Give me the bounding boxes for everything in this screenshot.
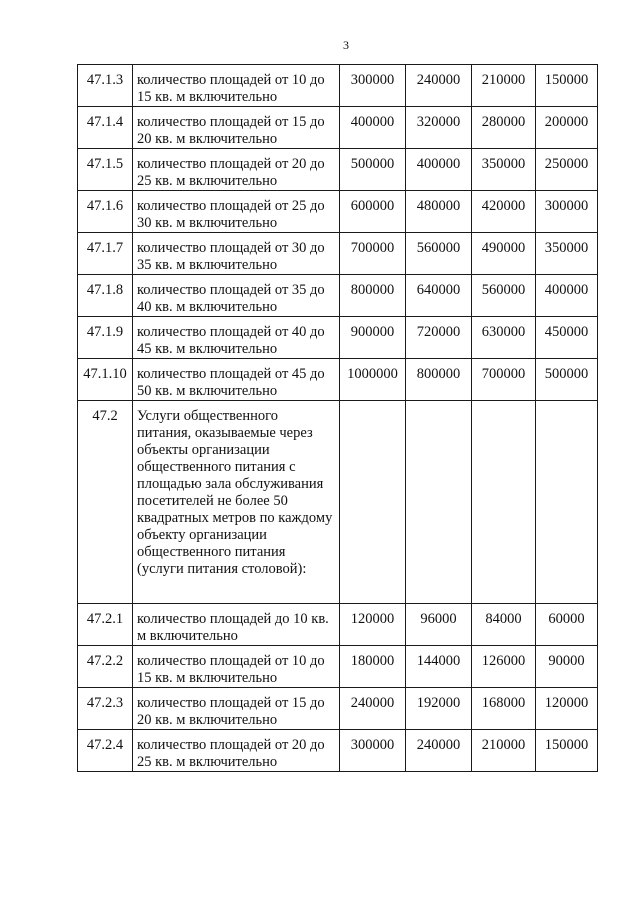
value-cell: 180000 (340, 646, 406, 688)
table-row (78, 149, 598, 191)
value-cell: 150000 (536, 730, 598, 772)
row-code: 47.2.4 (78, 730, 133, 772)
value-cell: 560000 (472, 275, 536, 317)
row-description: количество площадей от 20 до 25 кв. м включительно (133, 730, 340, 772)
row-description: количество площадей от 10 до 15 кв. м включительно (133, 646, 340, 688)
value-cell: 250000 (536, 149, 598, 191)
value-cell: 126000 (472, 646, 536, 688)
value-cell: 150000 (536, 65, 598, 107)
row-description: количество площадей от 45 до 50 кв. м включительно (133, 359, 340, 401)
table-row (78, 107, 598, 149)
value-cell: 144000 (406, 646, 472, 688)
value-cell: 640000 (406, 275, 472, 317)
tariff-table (77, 64, 598, 772)
value-cell: 700000 (472, 359, 536, 401)
value-cell: 900000 (340, 317, 406, 359)
table-row (78, 604, 598, 646)
row-code: 47.2.1 (78, 604, 133, 646)
value-cell: 240000 (406, 730, 472, 772)
value-cell: 420000 (472, 191, 536, 233)
row-code: 47.2.2 (78, 646, 133, 688)
value-cell: 400000 (340, 107, 406, 149)
table-row (78, 688, 598, 730)
row-description: количество площадей от 20 до 25 кв. м включительно (133, 149, 340, 191)
value-cell: 300000 (536, 191, 598, 233)
value-cell: 300000 (340, 65, 406, 107)
value-cell: 500000 (536, 359, 598, 401)
value-cell: 240000 (406, 65, 472, 107)
value-cell (472, 401, 536, 604)
value-cell: 800000 (406, 359, 472, 401)
table-row (78, 317, 598, 359)
value-cell (340, 401, 406, 604)
table-row (78, 275, 598, 317)
value-cell: 280000 (472, 107, 536, 149)
row-code: 47.2.3 (78, 688, 133, 730)
value-cell: 490000 (472, 233, 536, 275)
value-cell: 320000 (406, 107, 472, 149)
value-cell: 480000 (406, 191, 472, 233)
row-code: 47.1.6 (78, 191, 133, 233)
page-number: 3 (343, 38, 349, 52)
value-cell: 800000 (340, 275, 406, 317)
value-cell: 300000 (340, 730, 406, 772)
row-description: количество площадей от 10 до 15 кв. м включительно (133, 65, 340, 107)
row-code: 47.1.10 (78, 359, 133, 401)
row-code: 47.1.9 (78, 317, 133, 359)
row-description: количество площадей от 25 до 30 кв. м включительно (133, 191, 340, 233)
row-code: 47.1.3 (78, 65, 133, 107)
row-code: 47.1.5 (78, 149, 133, 191)
value-cell: 700000 (340, 233, 406, 275)
value-cell: 1000000 (340, 359, 406, 401)
value-cell: 168000 (472, 688, 536, 730)
value-cell: 96000 (406, 604, 472, 646)
value-cell: 60000 (536, 604, 598, 646)
row-description: количество площадей от 15 до 20 кв. м включительно (133, 107, 340, 149)
value-cell: 350000 (536, 233, 598, 275)
table-row (78, 359, 598, 401)
row-code: 47.1.8 (78, 275, 133, 317)
table-row (78, 646, 598, 688)
value-cell: 120000 (340, 604, 406, 646)
value-cell (406, 401, 472, 604)
section-header-row (78, 401, 598, 604)
value-cell (536, 401, 598, 604)
value-cell: 240000 (340, 688, 406, 730)
value-cell: 400000 (536, 275, 598, 317)
row-description: количество площадей от 40 до 45 кв. м включительно (133, 317, 340, 359)
value-cell: 500000 (340, 149, 406, 191)
value-cell: 210000 (472, 65, 536, 107)
row-description: количество площадей до 10 кв. м включительно (133, 604, 340, 646)
value-cell: 210000 (472, 730, 536, 772)
table-row (78, 65, 598, 107)
row-description: Услуги общественного питания, оказываемые через объекты организации общественного питания с площадью зала обслуживания посетителей не более 50 квадратных метров по каждому объекту организации общественного питания (услуги питания столовой): (133, 401, 340, 604)
row-description: количество площадей от 15 до 20 кв. м включительно (133, 688, 340, 730)
row-description: количество площадей от 30 до 35 кв. м включительно (133, 233, 340, 275)
row-code: 47.1.4 (78, 107, 133, 149)
row-code: 47.1.7 (78, 233, 133, 275)
table-row (78, 233, 598, 275)
value-cell: 200000 (536, 107, 598, 149)
value-cell: 120000 (536, 688, 598, 730)
value-cell: 560000 (406, 233, 472, 275)
value-cell: 600000 (340, 191, 406, 233)
value-cell: 630000 (472, 317, 536, 359)
value-cell: 720000 (406, 317, 472, 359)
value-cell: 450000 (536, 317, 598, 359)
value-cell: 400000 (406, 149, 472, 191)
value-cell: 192000 (406, 688, 472, 730)
row-description: количество площадей от 35 до 40 кв. м включительно (133, 275, 340, 317)
value-cell: 90000 (536, 646, 598, 688)
table-row (78, 191, 598, 233)
value-cell: 84000 (472, 604, 536, 646)
value-cell: 350000 (472, 149, 536, 191)
table-row (78, 730, 598, 772)
row-code: 47.2 (78, 401, 133, 604)
